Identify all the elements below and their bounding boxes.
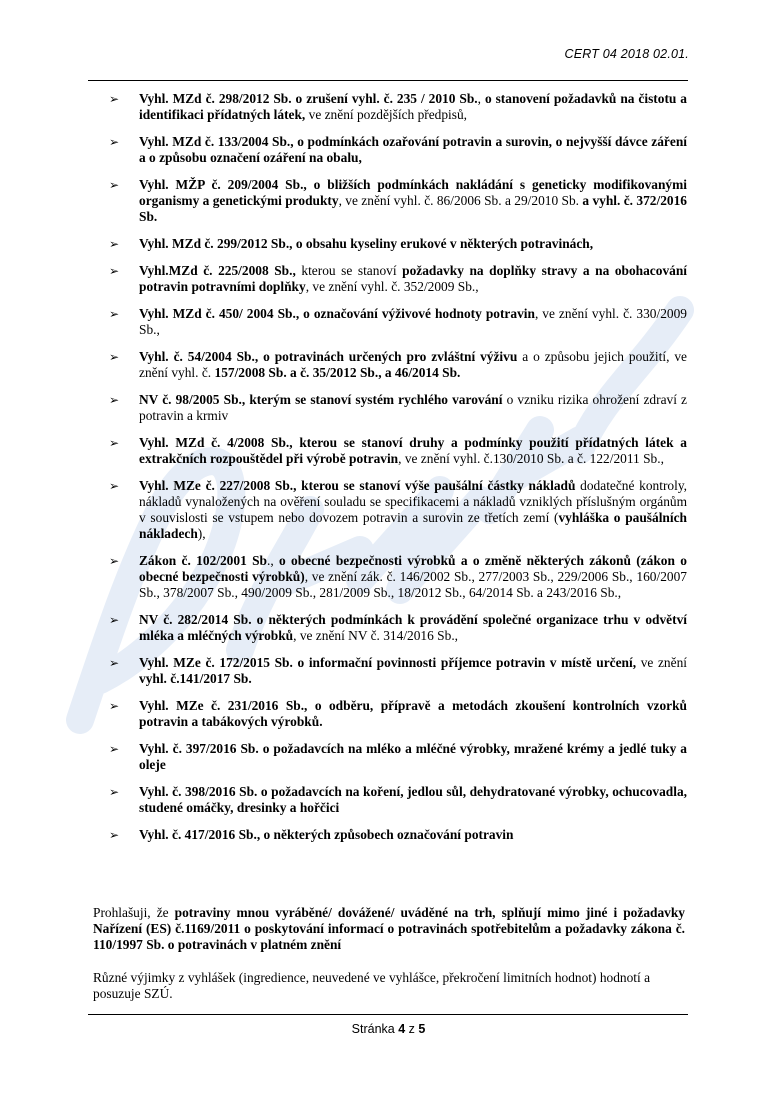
regulation-bold-text: Vyhl. MZe č. 227/2008 Sb., kterou se stanoví výše paušální částky nákladů: [139, 478, 576, 493]
regulation-text: ),: [197, 526, 206, 541]
list-item: [109, 612, 687, 644]
list-item: [109, 553, 687, 601]
regulation-text: , ve znění NV č. 314/2016 Sb.,: [293, 628, 459, 643]
declaration-paragraph: [93, 905, 685, 953]
legislation-list: [109, 91, 687, 854]
list-item: [109, 306, 687, 338]
list-item: [109, 134, 687, 166]
list-item: [109, 91, 687, 123]
regulation-bold-text: Vyhl. č. 398/2016 Sb. o požadavcích na koření, jedlou sůl, dehydratované výrobky, ochucovadla, studené omáčky, dresinky a hořčici: [139, 784, 687, 815]
arrow-bullet-icon: ➢: [109, 554, 120, 568]
regulation-text: , ve znění vyhl. č. 86/2006 Sb. a 29/2010 Sb.: [338, 193, 583, 208]
list-item: [109, 698, 687, 730]
current-page: 4: [398, 1022, 406, 1036]
arrow-bullet-icon: ➢: [109, 92, 120, 106]
regulation-text: , ve znění zák. č. 146/2002 Sb., 277/2003 Sb., 229/2006 Sb., 160/2007 Sb., 378/2007 Sb., 490/2009 Sb., 281/2009 Sb., 18/2012 Sb., 64/2014 Sb. a 243/2016 Sb.,: [139, 569, 687, 600]
regulation-text: o vzniku rizika ohrožení zdraví z potravin a krmiv: [139, 392, 687, 423]
list-item: [109, 478, 687, 542]
regulation-bold-text: o stanovení požadavků na čistotu a identifikaci přídatných látek,: [139, 91, 688, 122]
arrow-bullet-icon: ➢: [109, 350, 120, 364]
regulation-bold-text: Vyhl. MZd č. 450/ 2004 Sb., o označování výživové hodnoty potravin: [139, 306, 535, 321]
arrow-bullet-icon: ➢: [109, 436, 120, 450]
regulation-text: .,: [267, 553, 280, 568]
arrow-bullet-icon: ➢: [109, 264, 120, 278]
page-number: [0, 1022, 777, 1036]
list-item: [109, 236, 687, 252]
list-item: [109, 827, 687, 843]
arrow-bullet-icon: ➢: [109, 393, 120, 407]
list-item: [109, 741, 687, 773]
regulation-bold-text: NV č. 98/2005 Sb., kterým se stanoví systém rychlého varování: [139, 392, 503, 407]
regulation-text: , ve znění vyhl. č. 330/2009 Sb.,: [139, 306, 687, 337]
list-item: [109, 784, 687, 816]
regulation-text: , ve znění vyhl. č. 352/2009 Sb.,: [305, 279, 479, 294]
list-item: [109, 263, 687, 295]
regulation-bold-text: Vyhl.MZd č. 225/2008 Sb.,: [139, 263, 296, 278]
regulation-bold-text: Vyhl. MZe č. 172/2015 Sb. o informační povinnosti příjemce potravin v místě určení,: [139, 655, 637, 670]
regulation-bold-text: Vyhl. MZe č. 231/2016 Sb., o odběru, přípravě a metodách zkoušení kontrolních vzorků potravin a tabákových výrobků.: [139, 698, 687, 729]
header-divider: [88, 80, 688, 81]
regulation-bold-text: Vyhl. MZd č. 4/2008 Sb., kterou se stanoví druhy a podmínky použití přídatných látek a extrakčních rozpouštědel při výrobě potravin: [139, 435, 687, 466]
regulation-text: ve znění: [636, 655, 687, 670]
regulation-text: ve znění pozdějších předpisů,: [305, 107, 468, 122]
arrow-bullet-icon: ➢: [109, 237, 120, 251]
arrow-bullet-icon: ➢: [109, 135, 120, 149]
arrow-bullet-icon: ➢: [109, 785, 120, 799]
page-label: Stránka: [351, 1022, 399, 1036]
regulation-bold-text: vyhl. č.141/2017 Sb.: [139, 671, 252, 686]
list-item: [109, 349, 687, 381]
arrow-bullet-icon: ➢: [109, 178, 120, 192]
regulation-bold-text: a vyhl. č. 372/2016 Sb.: [139, 193, 687, 224]
regulation-text: dodatečné kontroly, nákladů vynaložených na ověření souladu se specifikacemi a nákladů vzniklých příslušným orgánům v souvislosti se vstupem nebo dovozem potravin a surovin ze třetích zemí (: [139, 478, 687, 525]
arrow-bullet-icon: ➢: [109, 656, 120, 670]
regulation-bold-text: 157/2008 Sb. a č. 35/2012 Sb., a 46/2014 Sb.: [214, 365, 461, 380]
arrow-bullet-icon: ➢: [109, 699, 120, 713]
regulation-bold-text: NV č. 282/2014 Sb. o některých podmínkách k provádění společné organizace trhu v odvětví mléka a mléčných výrobků: [139, 612, 687, 643]
footer-divider: [88, 1014, 688, 1015]
regulation-bold-text: Vyhl. MZd č. 298/2012 Sb. o zrušení vyhl. č. 235 / 2010 Sb.: [139, 91, 478, 106]
arrow-bullet-icon: ➢: [109, 828, 120, 842]
regulation-bold-text: Vyhl. MŽP č. 209/2004 Sb., o bližších podmínkách nakládání s geneticky modifikovanými organismy a genetickými produkty: [139, 177, 687, 208]
regulation-text: a o způsobu jejich použití, ve znění vyhl. č.: [139, 349, 688, 380]
page-separator: z: [405, 1022, 419, 1036]
regulation-bold-text: Vyhl. MZd č. 299/2012 Sb., o obsahu kyseliny erukové v některých potravinách,: [139, 236, 594, 251]
regulation-bold-text: požadavky na doplňky stravy a na obohacování potravin potravními doplňky: [139, 263, 688, 294]
declaration-bold-text: potraviny mnou vyráběné/ dovážené/ uváděné na trh, splňují mimo jiné i požadavky Nařízení (ES) č.1169/2011 o poskytování informací o potravinách spotřebitelům a požadavky zákona č. 110/1997 Sb. o potravinách v platném znění: [93, 905, 685, 952]
regulation-bold-text: o obecné bezpečnosti výrobků a o změně některých zákonů (zákon o obecné bezpečnosti výrobků): [139, 553, 687, 584]
list-item: [109, 655, 687, 687]
regulation-text: kterou se stanoví: [295, 263, 403, 278]
arrow-bullet-icon: ➢: [109, 613, 120, 627]
arrow-bullet-icon: ➢: [109, 307, 120, 321]
regulation-text: , ve znění vyhl. č.130/2010 Sb. a č. 122/2011 Sb.,: [398, 451, 664, 466]
list-item: [109, 177, 687, 225]
exceptions-note: Různé výjimky z vyhlášek (ingredience, neuvedené ve vyhlášce, překročení limitních hodnot) hodnotí a posuzuje SZÚ.: [93, 970, 651, 1001]
list-item: [109, 392, 687, 424]
document-code: CERT 04 2018 02.01.: [564, 47, 689, 61]
regulation-bold-text: Vyhl. MZd č. 133/2004 Sb., o podmínkách ozařování potravin a surovin, o nejvyšší dávce záření a o způsobu označení ozáření na obalu,: [139, 134, 687, 165]
total-pages: 5: [418, 1022, 426, 1036]
regulation-bold-text: vyhláška o paušálních nákladech: [139, 510, 687, 541]
regulation-text: ,: [477, 91, 485, 106]
regulation-bold-text: Zákon č. 102/2001 Sb: [139, 553, 267, 568]
arrow-bullet-icon: ➢: [109, 742, 120, 756]
regulation-bold-text: Vyhl. č. 54/2004 Sb., o potravinách určených pro zvláštní výživu: [139, 349, 518, 364]
regulation-bold-text: Vyhl. č. 397/2016 Sb. o požadavcích na mléko a mléčné výrobky, mražené krémy a jedlé tuky a oleje: [139, 741, 687, 772]
declaration-text: Prohlašuji, že: [93, 905, 175, 920]
list-item: [109, 435, 687, 467]
regulation-bold-text: Vyhl. č. 417/2016 Sb., o některých způsobech označování potravin: [139, 827, 514, 842]
arrow-bullet-icon: ➢: [109, 479, 120, 493]
